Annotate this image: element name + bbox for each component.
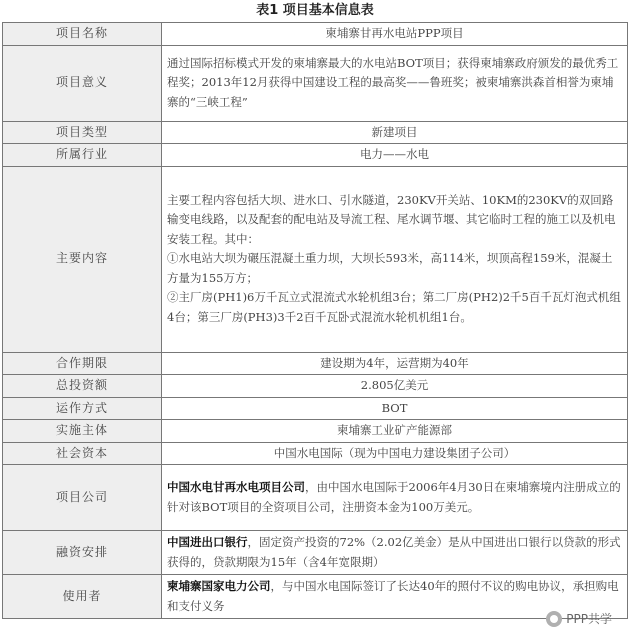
row-label: 项目类型 bbox=[3, 121, 162, 144]
table-row bbox=[3, 420, 628, 443]
row-value: 2.805亿美元 bbox=[162, 375, 628, 398]
user-description: ，与中国水电国际签订了长达40年的照付不议的购电协议，承担购电和支付义务 bbox=[167, 579, 619, 613]
row-label: 总投资额 bbox=[3, 375, 162, 398]
lender-name: 中国进出口银行 bbox=[167, 535, 248, 549]
row-label: 项目意义 bbox=[3, 45, 162, 121]
row-value: 通过国际招标模式开发的柬埔寨最大的水电站BOT项目；获得柬埔寨政府颁发的最优秀工程奖；2013年12月获得中国建设工程的最高奖——鲁班奖；被柬埔寨洪森首相誉为柬埔寨的“三峡工程” bbox=[162, 45, 628, 121]
table-title: 表1 项目基本信息表 bbox=[256, 3, 374, 18]
project-info-table bbox=[2, 22, 628, 619]
row-label: 社会资本 bbox=[3, 442, 162, 465]
row-label: 运作方式 bbox=[3, 397, 162, 420]
row-label: 项目公司 bbox=[3, 465, 162, 531]
row-value: 中国水电国际（现为中国电力建设集团子公司） bbox=[162, 442, 628, 465]
row-label: 合作期限 bbox=[3, 352, 162, 375]
watermark bbox=[546, 610, 612, 627]
row-value: 柬埔寨甘再水电站PPP项目 bbox=[162, 23, 628, 46]
row-value: 新建项目 bbox=[162, 121, 628, 144]
wechat-icon bbox=[546, 611, 562, 627]
table-row bbox=[3, 575, 628, 619]
table-row bbox=[3, 121, 628, 144]
table-row bbox=[3, 442, 628, 465]
content-paragraph: ①水电站大坝为碾压混凝土重力坝，大坝长593米，高114米，坝顶高程159米，混凝土方量为155万方； bbox=[167, 251, 613, 285]
content-paragraph: ②主厂房(PH1)6万千瓦立式混流式水轮机组3台；第二厂房(PH2)2千5百千瓦灯泡式机组4台；第三厂房(PH3)3千2百千瓦卧式混流水轮机机组1台。 bbox=[167, 290, 621, 324]
table-row bbox=[3, 352, 628, 375]
company-name: 中国水电甘再水电项目公司 bbox=[167, 480, 305, 494]
row-label: 所属行业 bbox=[3, 144, 162, 167]
table-row bbox=[3, 45, 628, 121]
table-row bbox=[3, 23, 628, 46]
row-value bbox=[162, 465, 628, 531]
row-label: 主要内容 bbox=[3, 166, 162, 352]
table-row bbox=[3, 465, 628, 531]
row-label: 使用者 bbox=[3, 575, 162, 619]
row-value bbox=[162, 166, 628, 352]
company-description: ，由中国水电国际于2006年4月30日在柬埔寨境内注册成立的针对该BOT项目的全资项目公司，注册资本金为100万美元。 bbox=[167, 480, 621, 514]
row-value: 建设期为4年，运营期为40年 bbox=[162, 352, 628, 375]
user-name: 柬埔寨国家电力公司 bbox=[167, 579, 271, 593]
watermark-text: PPP共学 bbox=[566, 612, 612, 626]
row-value: BOT bbox=[162, 397, 628, 420]
row-value bbox=[162, 531, 628, 575]
table-row bbox=[3, 531, 628, 575]
row-label: 项目名称 bbox=[3, 23, 162, 46]
row-label: 融资安排 bbox=[3, 531, 162, 575]
row-value: 柬埔寨工业矿产能源部 bbox=[162, 420, 628, 443]
row-label: 实施主体 bbox=[3, 420, 162, 443]
table-row bbox=[3, 144, 628, 167]
table-row bbox=[3, 397, 628, 420]
content-paragraph: 主要工程内容包括大坝、进水口、引水隧道，230KV开关站、10KM的230KV的双回路输变电线路，以及配套的配电站及导流工程、尾水调节堰、其它临时工程的施工以及机电安装工程。其中： bbox=[167, 192, 616, 246]
financing-description: ，固定资产投资的72%（2.02亿美金）是从中国进出口银行以贷款的形式获得的，贷款期限为15年（含4年宽限期） bbox=[167, 535, 621, 569]
table-row bbox=[3, 166, 628, 352]
table-row bbox=[3, 375, 628, 398]
row-value: 电力——水电 bbox=[162, 144, 628, 167]
